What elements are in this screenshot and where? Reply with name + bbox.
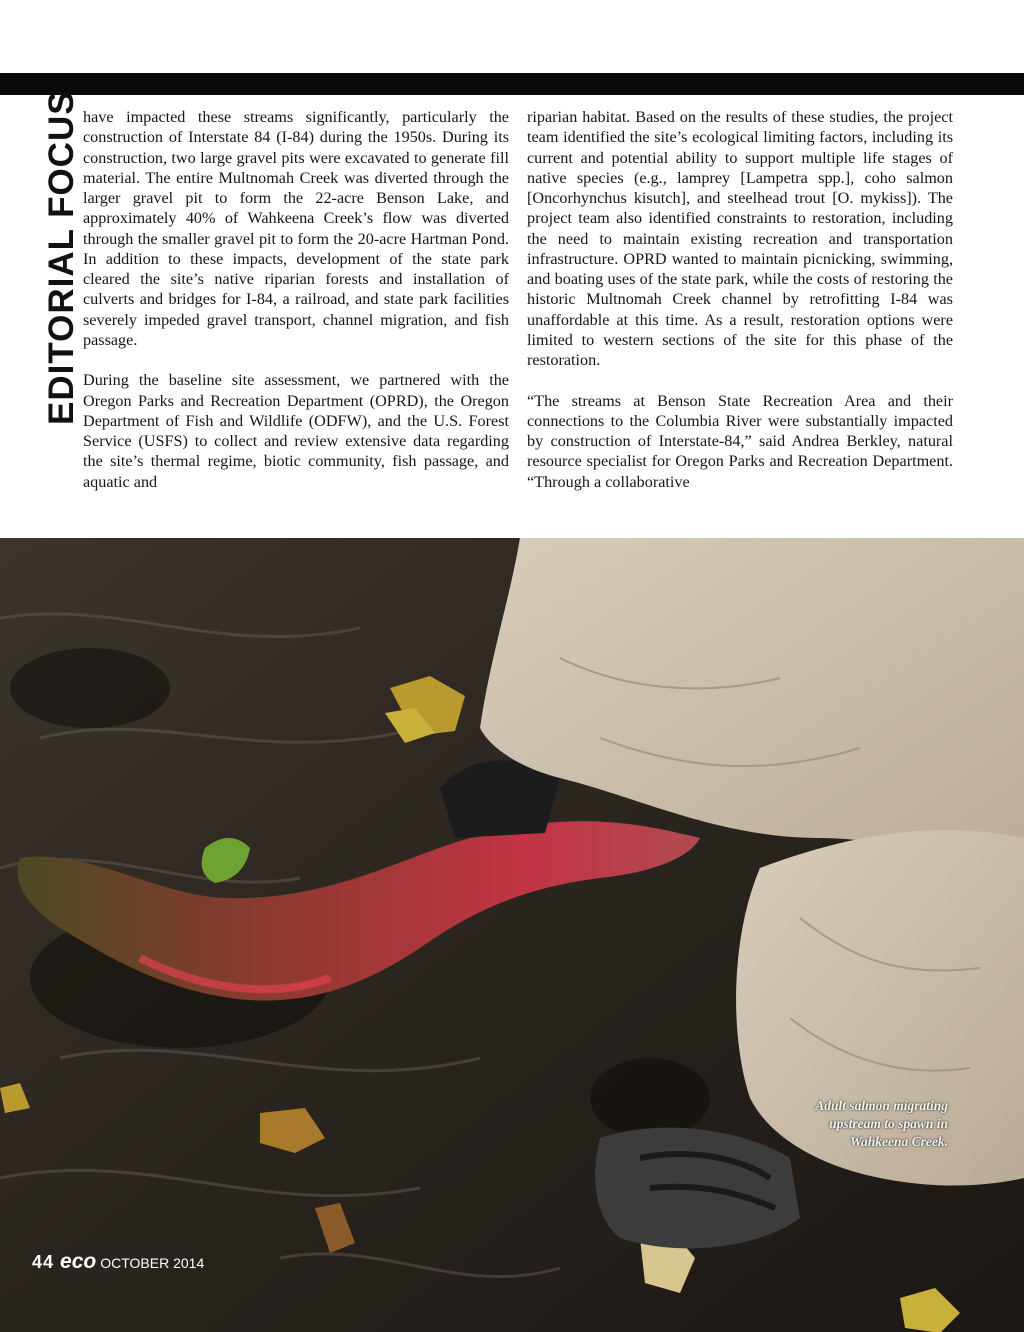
header-rule <box>0 73 1024 95</box>
article-column-right <box>527 107 953 512</box>
paragraph: “The streams at Benson State Recreation Area and their connections to the Columbia River were substantially impacted by construction of Interstate-84,” said Andrea Berkley, natural resource specialist for Oregon Parks and Recreation Department. “Through a collaborative <box>527 391 953 491</box>
section-label-text: EDITORIAL FOCUS <box>42 90 81 425</box>
issue-date: OCTOBER 2014 <box>100 1255 205 1271</box>
caption-line: Wahkeena Creek. <box>850 1134 948 1149</box>
page-footer <box>32 1250 204 1274</box>
caption-line: upstream to spawn in <box>829 1116 948 1131</box>
photo-caption <box>748 1097 948 1151</box>
page-number: 44 <box>32 1252 55 1272</box>
salmon-stream-photo <box>0 538 1024 1332</box>
paragraph: have impacted these streams significantly, particularly the construction of Interstate 84 (I-84) during the 1950s. During its construction, two large gravel pits were excavated to generate fill material. The entire Multnomah Creek was diverted through the larger gravel pit to form the 22-acre Benson Lake, and approximately 40% of Wahkeena Creek’s flow was diverted through the smaller gravel pit to form the 20-acre Hartman Pond. In addition to these impacts, development of the state park cleared the site’s native riparian forests and installation of culverts and bridges for I-84, a railroad, and state park facilities severely impeded gravel transport, channel migration, and fish passage. <box>83 108 509 349</box>
article-column-left <box>83 107 509 512</box>
caption-line: Adult salmon migrating <box>815 1098 948 1113</box>
paragraph: riparian habitat. Based on the results of these studies, the project team identified the site’s ecological limiting factors, including its current and potential ability to support multiple life stages of native species (e.g., lamprey [Lampetra spp.], coho salmon [Oncorhynchus kisutch], and steelhead trout [O. mykiss]). The project team also identified constraints to restoration, including the need to maintain existing recreation and transportation infrastructure. OPRD wanted to maintain picnicking, swimming, and boating uses of the state park, while the costs of restoring the historic Multnomah Creek channel by retrofitting I-84 was unaffordable at this time. As a result, restoration options were limited to western sections of the site for this phase of the restoration. <box>527 108 953 369</box>
magazine-logo: eco <box>60 1250 97 1273</box>
paragraph: During the baseline site assessment, we partnered with the Oregon Parks and Recreation Department (OPRD), the Oregon Department of Fish and Wildlife (ODFW), and the U.S. Forest Service (USFS) to collect and review extensive data regarding the site’s thermal regime, biotic community, fish passage, and aquatic and <box>83 371 509 491</box>
